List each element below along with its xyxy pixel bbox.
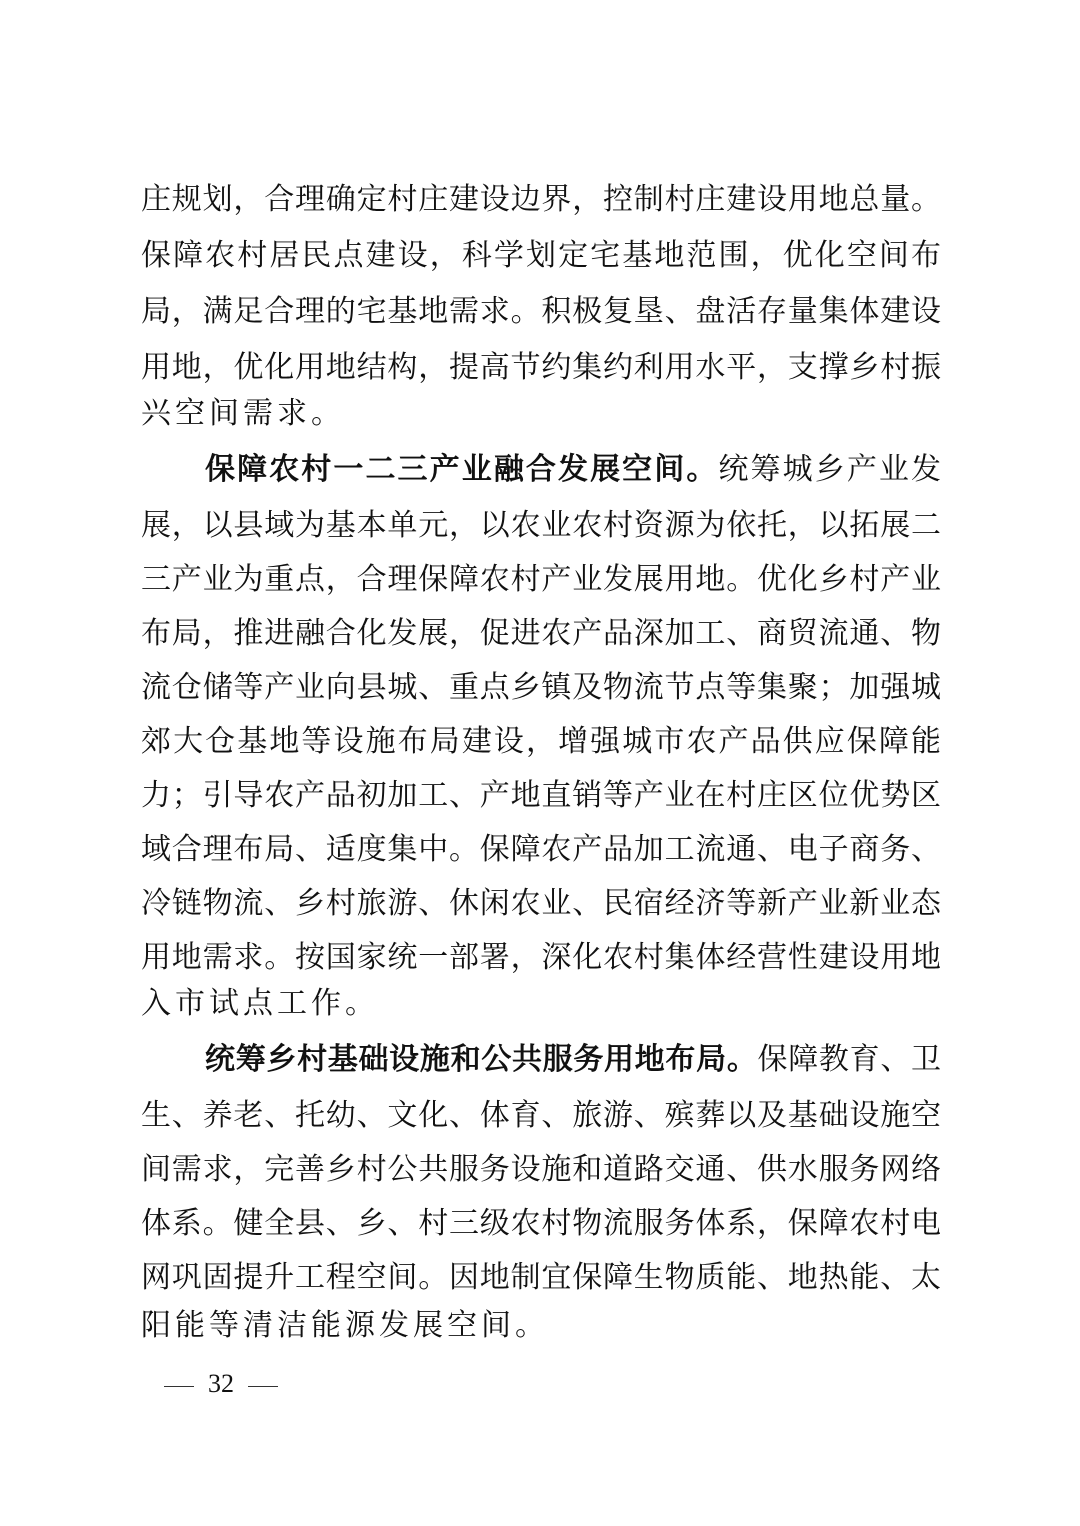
paragraph-2-line-2: 展，以县域为基本单元，以农业农村资源为依托，以拓展二 <box>141 508 941 543</box>
paragraph-2-line-3: 三产业为重点，合理保障农村产业发展用地。优化乡村产业 <box>141 562 941 597</box>
paragraph-1-line-4: 用地，优化用地结构，提高节约集约利用水平，支撑乡村振 <box>141 350 941 385</box>
paragraph-1-line-3: 局，满足合理的宅基地需求。积极复垦、盘活存量集体建设 <box>141 294 941 329</box>
paragraph-3-line-4: 体系。健全县、乡、村三级农村物流服务体系，保障农村电 <box>141 1206 941 1241</box>
paragraph-1-line-1: 庄规划，合理确定村庄建设边界，控制村庄建设用地总量。 <box>141 182 941 217</box>
page-footer <box>150 1364 292 1404</box>
paragraph-2-line-10: 用地需求。按国家统一部署，深化农村集体经营性建设用地 <box>141 940 941 975</box>
paragraph-2-line-6: 郊大仓基地等设施布局建设，增强城市农产品供应保障能 <box>141 724 941 759</box>
paragraph-2-line-5: 流仓储等产业向县城、重点乡镇及物流节点等集聚；加强城 <box>141 670 941 705</box>
paragraph-2-line-8: 域合理布局、适度集中。保障农产品加工流通、电子商务、 <box>141 832 941 867</box>
paragraph-3-first-line-rest: 保障教育、卫 <box>757 1042 942 1077</box>
paragraph-2-line-11: 入市试点工作。 <box>141 986 379 1021</box>
paragraph-2-first-line <box>205 450 941 490</box>
footer-right-dash <box>248 1386 278 1387</box>
footer-left-dash <box>164 1386 194 1387</box>
paragraph-3-line-3: 间需求，完善乡村公共服务设施和道路交通、供水服务网络 <box>141 1152 941 1187</box>
paragraph-2-first-line-rest: 统筹城乡产业发 <box>718 452 942 487</box>
paragraph-1-line-5: 兴空间需求。 <box>141 396 345 431</box>
paragraph-2-line-4: 布局，推进融合化发展，促进农产品深加工、商贸流通、物 <box>141 616 941 651</box>
page-number: 32 <box>208 1369 234 1398</box>
paragraph-3-line-5: 网巩固提升工程空间。因地制宜保障生物质能、地热能、太 <box>141 1260 941 1295</box>
paragraph-2-heading: 保障农村一二三产业融合发展空间。 <box>205 452 719 487</box>
paragraph-3-first-line <box>205 1040 941 1080</box>
paragraph-3-line-2: 生、养老、托幼、文化、体育、旅游、殡葬以及基础设施空 <box>141 1098 941 1133</box>
paragraph-2-line-7: 力；引导农产品初加工、产地直销等产业在村庄区位优势区 <box>141 778 941 813</box>
paragraph-2-line-9: 冷链物流、乡村旅游、休闲农业、民宿经济等新产业新业态 <box>141 886 941 921</box>
paragraph-1-line-2: 保障农村居民点建设，科学划定宅基地范围，优化空间布 <box>141 238 941 273</box>
paragraph-3-heading: 统筹乡村基础设施和公共服务用地布局。 <box>205 1042 758 1077</box>
paragraph-3-line-6: 阳能等清洁能源发展空间。 <box>141 1308 549 1343</box>
